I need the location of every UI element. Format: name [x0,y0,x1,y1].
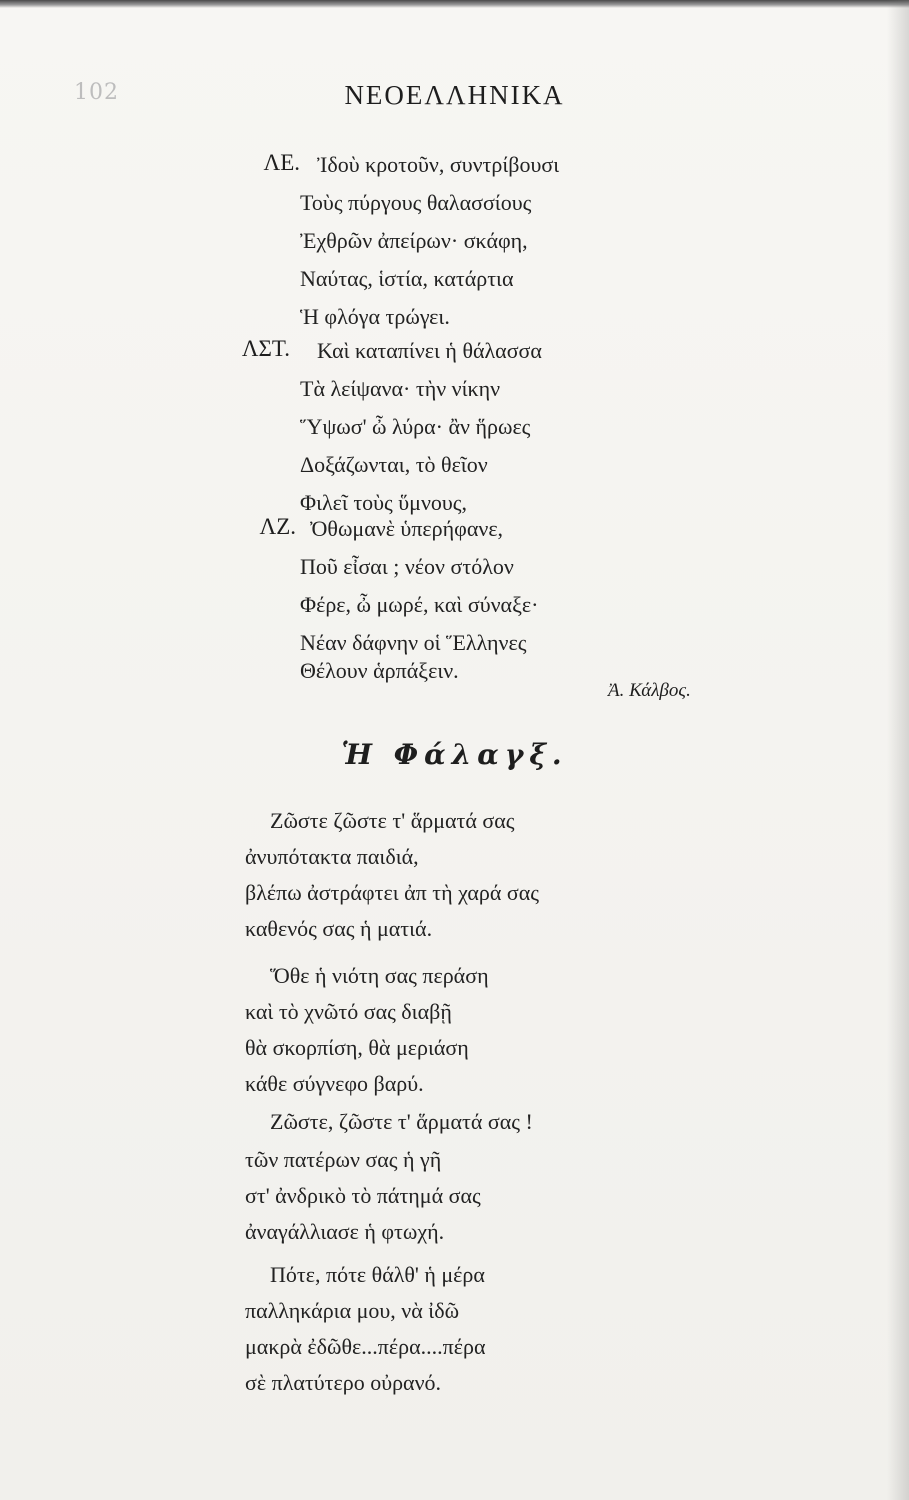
poem-line: Ὅθε ἡ νιότη σας περάση [270,963,489,988]
stanza-number: ΛΖ. [259,514,296,539]
poem-line: Καὶ καταπίνει ἡ θάλασσα [317,338,542,363]
poem-line: Ζῶστε ζῶστε τ' ἅρματά σας [270,808,515,833]
poem-line: ἀνυπότακτα παιδιά, [245,844,419,869]
poem-line: κάθε σύγνεφο βαρύ. [245,1071,424,1096]
poem-line: Ναύτας, ἱστία, κατάρτια [300,266,514,291]
poem-line: θὰ σκορπίση, θὰ μεριάση [245,1035,469,1060]
poem-line: βλέπω ἀστράφτει ἀπ τὴ χαρά σας [245,880,540,905]
poem-line: Φέρε, ὦ μωρέ, καὶ σύναξε· [300,592,539,617]
poem-line: Τοὺς πύργους θαλασσίους [300,190,532,215]
poem-line: Νέαν δάφνην οἱ Ἕλληνες [300,630,527,655]
poem-line: καὶ τὸ χνῶτό σας διαβῇ [245,999,452,1024]
poem-line: Τὰ λείψανα· τὴν νίκην [300,376,501,401]
poem-line: Δοξάζωνται, τὸ θεῖον [300,452,488,477]
poem-line: ἀναγάλλιασε ἡ φτωχή. [245,1219,445,1244]
poem-line: καθενός σας ἡ ματιά. [245,916,433,941]
poem-line: Ποῦ εἶσαι ; νέον στόλον [300,554,514,579]
poem-line: σὲ πλατύτερο οὐρανό. [245,1370,442,1395]
poem-line: Ἡ φλόγα τρώγει. [300,304,450,329]
poem-line: Ζῶστε, ζῶστε τ' ἅρματά σας ! [270,1109,533,1134]
stanza-number: ΛΣΤ. [241,336,290,361]
poem-line: μακρὰ ἐδῶθε...πέρα....πέρα [245,1334,486,1359]
poem-line: Θέλουν ἁρπάξειν. [300,658,459,683]
running-head: ΝΕΟΕΛΛΗΝΙΚΑ [344,80,565,110]
poem-title: Ἡ Φάλαγξ. [341,738,568,771]
poem-line: Φιλεῖ τοὺς ὕμνους, [300,490,468,515]
poem-line: Ἰδοὺ κροτοῦν, συντρίβουσι [317,152,560,177]
poem-line: Πότε, πότε θάλθ' ἡ μέρα [270,1262,485,1287]
poem-line: παλληκάρια μου, νὰ ἰδῶ [245,1298,460,1323]
poem-line: Ὕψωσ' ὦ λύρα· ἂν ἥρωες [300,414,531,439]
poem-line: τῶν πατέρων σας ἡ γῆ [245,1147,442,1172]
poem-line: Ὀθωμανὲ ὑπερήφανε, [310,516,504,541]
page-top-edge [0,0,909,8]
poem-line: στ' ἀνδρικὸ τὸ πάτημά σας [245,1183,481,1208]
page-number: 102 [74,80,119,105]
poem-line: Ἐχθρῶν ἀπείρων· σκάφη, [300,228,528,253]
stanza-number: ΛΕ. [263,150,300,175]
author-signature: Ἀ. Κάλβος. [608,680,691,701]
